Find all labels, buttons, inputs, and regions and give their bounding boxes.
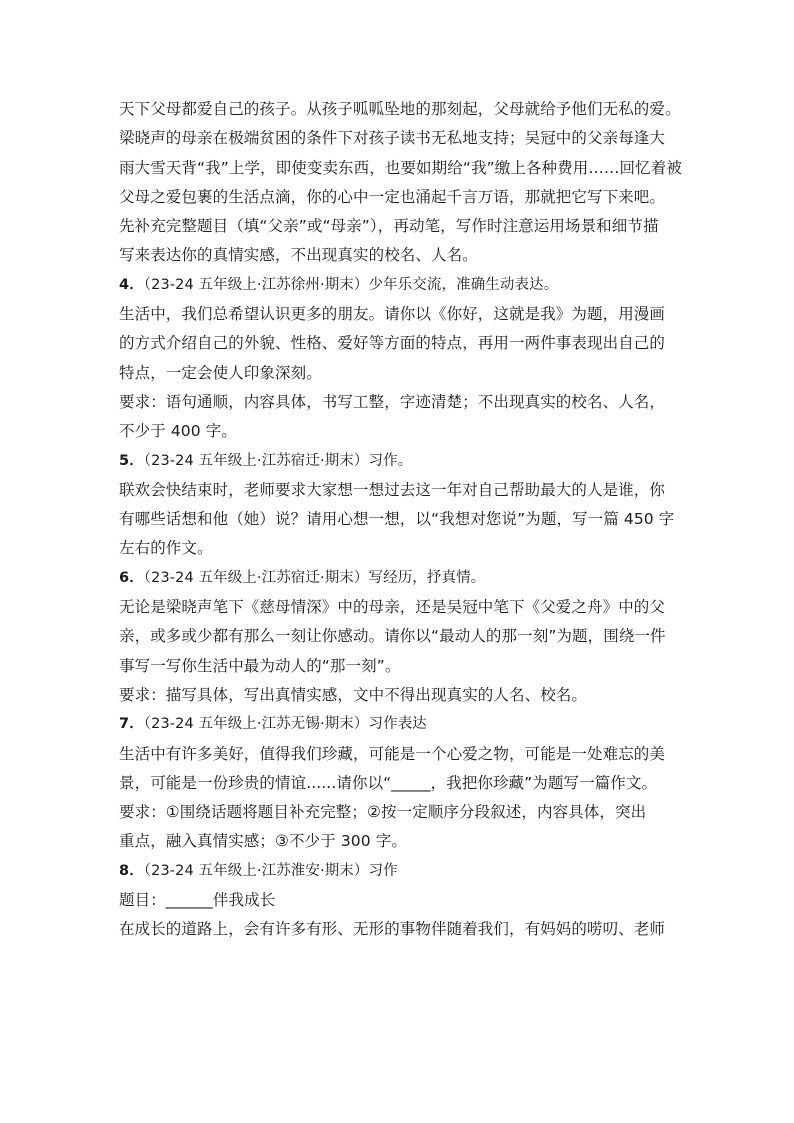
question-source: （23-24 五年级上·江苏宿迁·期末）习作。 xyxy=(143,452,413,469)
text-line: 天下父母都爱自己的孩子。从孩子呱呱坠地的那刻起，父母就给予他们无私的爱。 xyxy=(119,100,681,118)
text-line: 要求：①围绕话题将题目补充完整；②按一定顺序分段叙述，内容具体，突出 xyxy=(119,803,647,822)
question-heading-4 xyxy=(119,271,687,300)
text-line: 重点，融入真情实感；③不少于 300 字。 xyxy=(119,832,407,851)
text-line: 先补充完整题目（填“父亲”或“母亲”），再动笔，写作时注意运用场景和细节描 xyxy=(119,217,659,236)
question-source: （23-24 五年级上·江苏宿迁·期末）写经历，抒真情。 xyxy=(143,569,486,586)
question-heading-5 xyxy=(119,447,687,476)
question-number: 8． xyxy=(119,862,144,879)
document-page xyxy=(119,95,687,945)
text-line: 事写一写你生活中最为动人的“那一刻”。 xyxy=(119,656,401,675)
text-line: 景，可能是一份珍贵的情谊......请你以“_____，我把你珍藏”为题写一篇作文。 xyxy=(119,773,658,792)
text-line: 特点，一定会使人印象深刻。 xyxy=(119,363,322,382)
question-source: （23-24 五年级上·江苏无锡·期末）习作表达 xyxy=(143,716,427,733)
text-line: 无论是梁晓声笔下《慈母情深》中的母亲，还是吴冠中笔下《父爱之舟》中的父 xyxy=(119,598,666,617)
question-number: 7． xyxy=(119,716,144,733)
question-number: 4． xyxy=(119,276,144,293)
text-line: 生活中有许多美好，值得我们珍藏，可能是一个心爱之物，可能是一处难忘的美 xyxy=(119,744,666,763)
text-line: 父母之爱包裹的生活点滴，你的心中一定也涌起千言万语，那就把它写下来吧。 xyxy=(119,187,666,206)
text-line: 左右的作文。 xyxy=(119,539,213,558)
text-line: 生活中，我们总希望认识更多的朋友。请你以《你好，这就是我》为题，用漫画 xyxy=(119,305,666,324)
text-line: 梁晓声的母亲在极端贫困的条件下对孩子读书无私地支持；吴冠中的父亲每逢大 xyxy=(119,129,666,148)
text-line: 有哪些话想和他（她）说？请用心想一想，以“我想对您说”为题，写一篇 450 字 xyxy=(119,510,675,529)
text-line: 要求：语句通顺，内容具体，书写工整，字迹清楚；不出现真实的校名、人名， xyxy=(119,392,666,411)
question-heading-7 xyxy=(119,710,687,739)
text-line: 写来表达你的真情实感，不出现真实的校名、人名。 xyxy=(119,246,478,265)
text-line: 在成长的道路上，会有许多有形、无形的事物伴随着我们，有妈妈的唠叨、老师 xyxy=(119,920,666,939)
text-line: 的方式介绍自己的外貌、性格、爱好等方面的特点，再用一两件事表现出自己的 xyxy=(119,334,666,353)
question-number: 5． xyxy=(119,452,144,469)
text-line: 不少于 400 字。 xyxy=(119,422,237,441)
question-number: 6． xyxy=(119,569,144,586)
text-line: 雨大雪天背“我”上学，即使变卖东西，也要如期给“我”缴上各种费用……回忆着被 xyxy=(119,158,682,177)
question-heading-6 xyxy=(119,564,687,593)
text-line: 联欢会快结束时，老师要求大家想一想过去这一年对自己帮助最大的人是谁，你 xyxy=(119,480,666,499)
question-source: （23-24 五年级上·江苏徐州·期末）少年乐交流，准确生动表达。 xyxy=(143,276,559,293)
text-line: 亲，或多或少都有那么一刻让你感动。请你以“最动人的那一刻”为题，围绕一件 xyxy=(119,627,666,646)
question-heading-8 xyxy=(119,857,687,886)
question-source: （23-24 五年级上·江苏淮安·期末）习作 xyxy=(143,862,398,879)
text-line: 题目：______伴我成长 xyxy=(119,891,276,910)
text-line: 要求：描写具体，写出真情实感，文中不得出现真实的人名、校名。 xyxy=(119,685,588,704)
